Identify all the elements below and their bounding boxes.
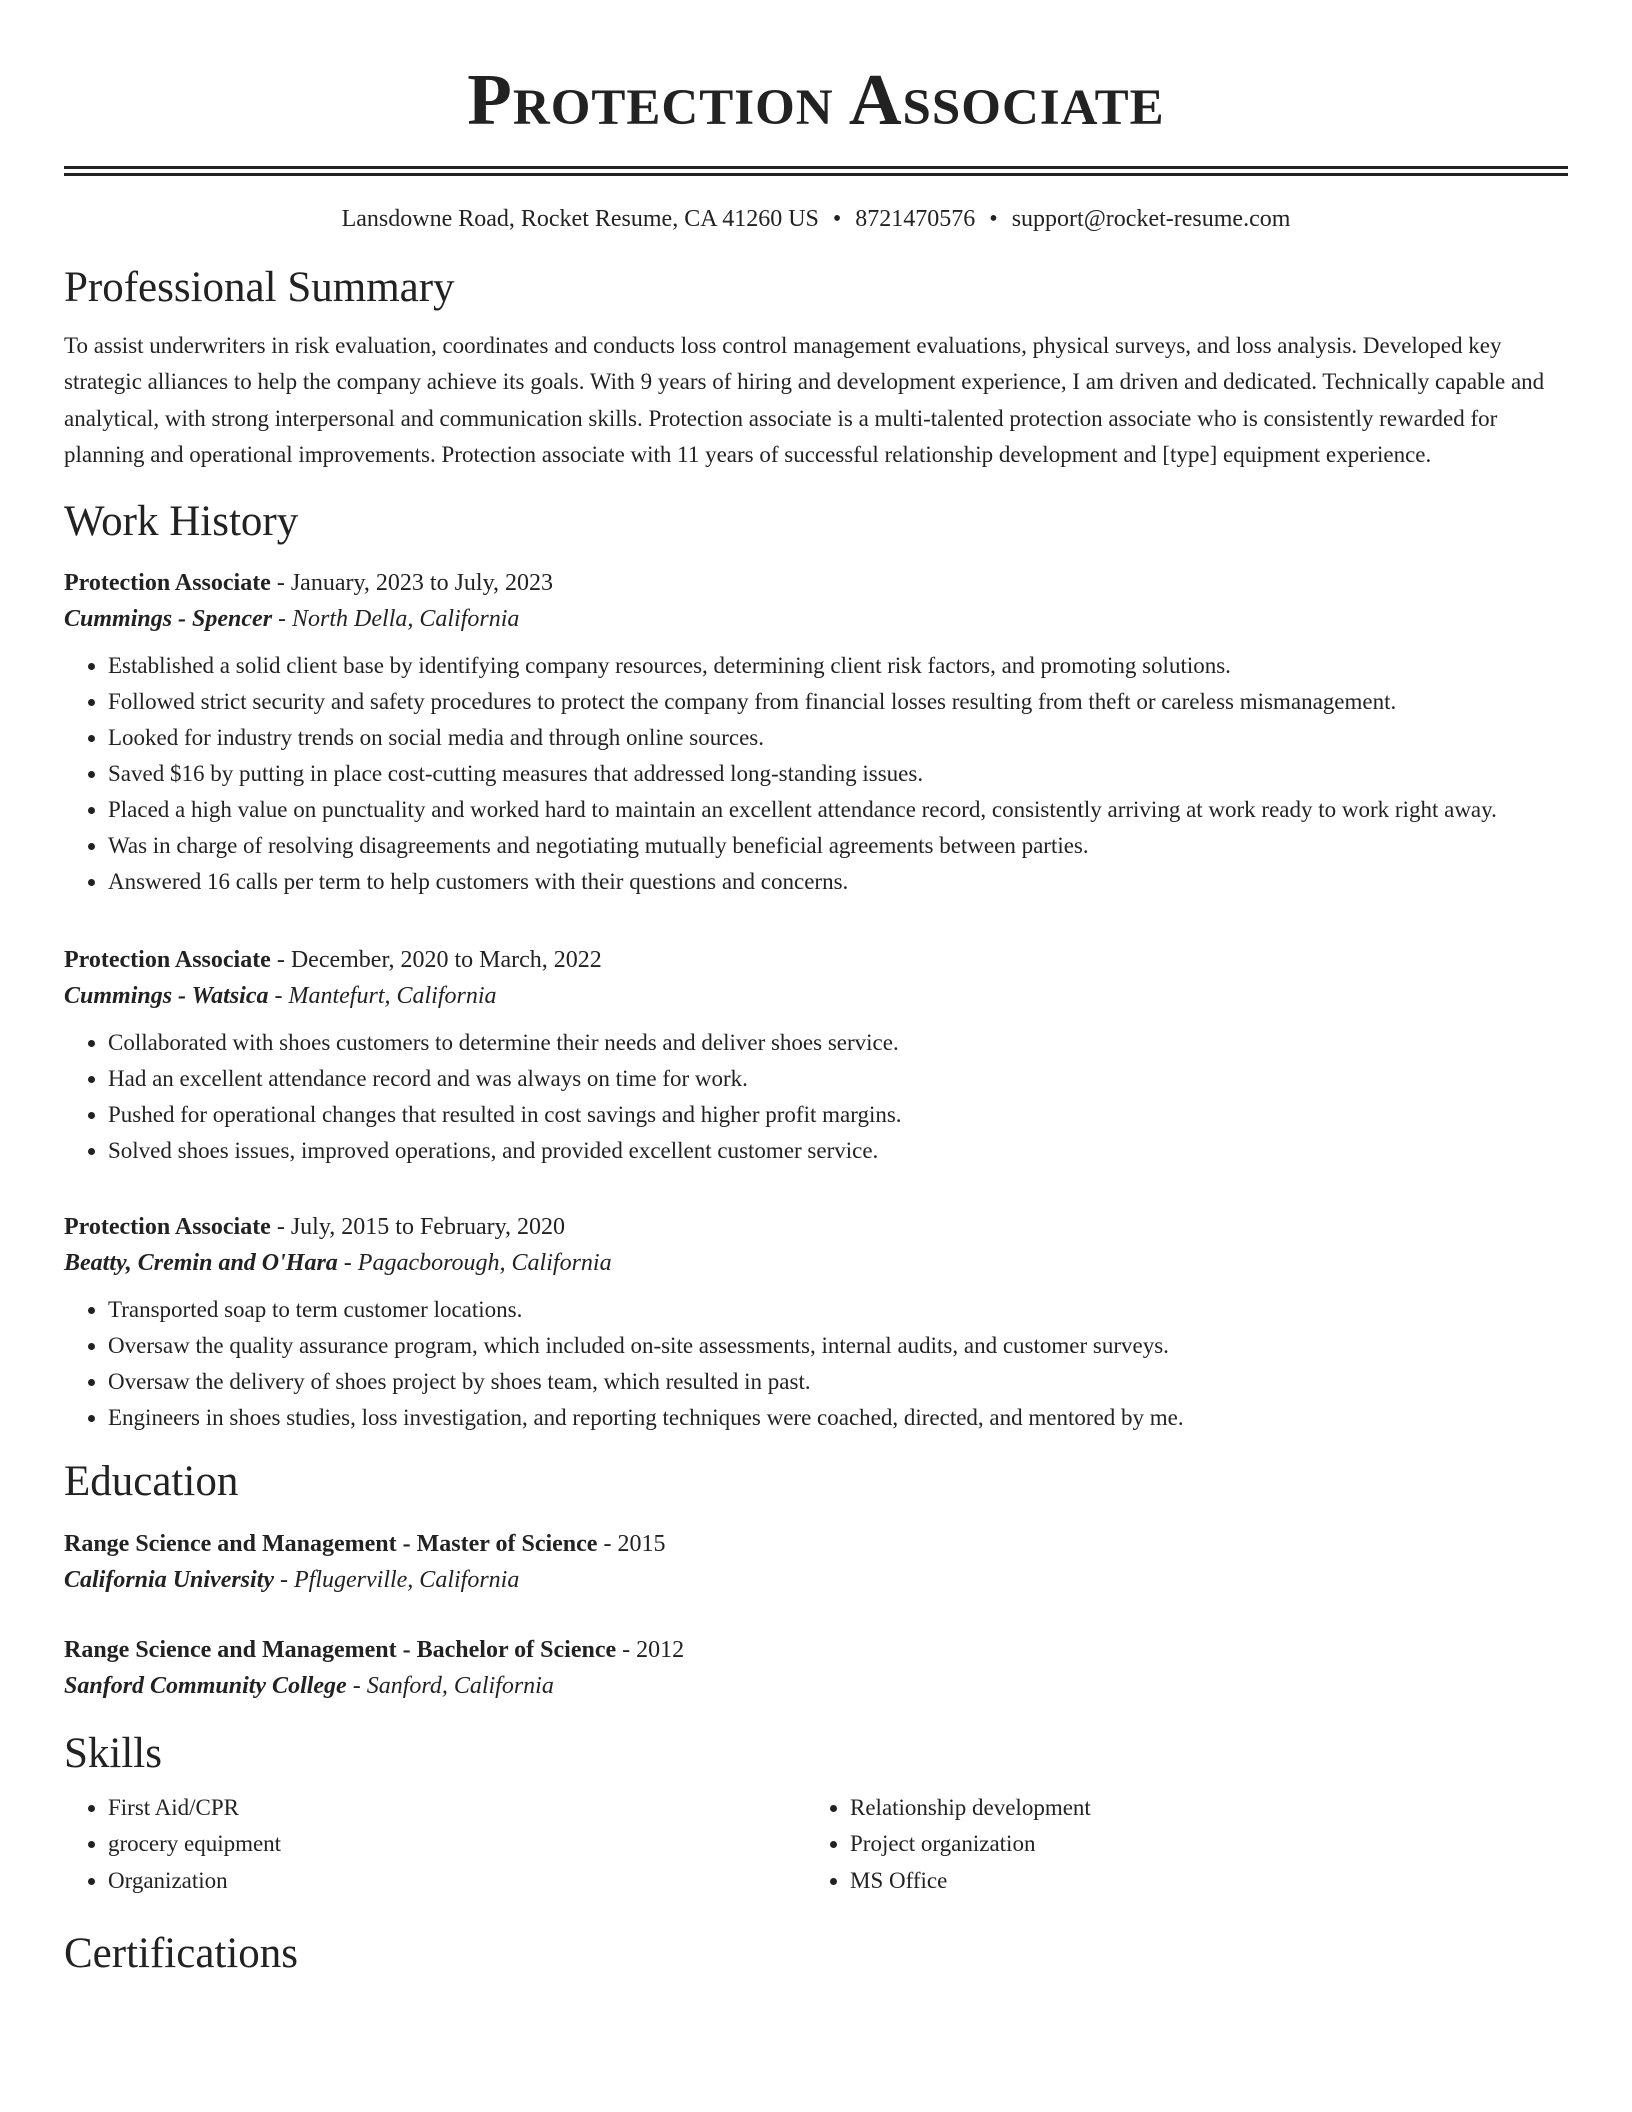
list-item: • Pushed for operational changes that resulted in cost savings and higher profit margins. <box>108 1097 1568 1133</box>
skills-column-left <box>64 1790 806 1900</box>
job-entry <box>64 1209 1568 1436</box>
degree: Range Science and Management - Bachelor of Science <box>64 1636 617 1663</box>
education-entry <box>64 1632 1568 1704</box>
education-entry <box>64 1526 1568 1598</box>
job-title-line <box>64 565 1568 601</box>
job-location: - Pagacborough, California <box>337 1249 612 1276</box>
degree-line <box>64 1526 1568 1562</box>
contact-separator: • <box>989 206 998 232</box>
resume-name: Protection Associate <box>467 59 1165 140</box>
school-location: - Sanford, California <box>346 1672 554 1699</box>
header-divider-bottom <box>64 173 1568 176</box>
job-bullets <box>64 648 1568 900</box>
contact-email: support@rocket-resume.com <box>1011 206 1291 232</box>
contact-separator: • <box>832 206 842 232</box>
list-item: • Engineers in shoes studies, loss investigation, and reporting techniques were coached, directed, and mentored by me. <box>108 1400 1568 1436</box>
skill-item: • MS Office <box>850 1863 1548 1900</box>
job-company: Cummings - Spencer <box>64 605 273 632</box>
job-title: Protection Associate <box>64 946 271 973</box>
header-divider-top <box>64 166 1568 169</box>
school-line <box>64 1562 1568 1598</box>
contact-phone: 8721470576 <box>855 206 976 232</box>
skill-item: • grocery equipment <box>108 1826 806 1863</box>
job-company-line <box>64 601 1568 637</box>
list-item: • Oversaw the quality assurance program, which included on-site assessments, internal audits, and customer surveys. <box>108 1328 1568 1364</box>
job-title: Protection Associate <box>64 1213 271 1240</box>
list-item: • Solved shoes issues, improved operations, and provided excellent customer service. <box>108 1133 1568 1169</box>
contact-address: Lansdowne Road, Rocket Resume, CA 41260 US <box>341 206 819 232</box>
degree: Range Science and Management - Master of Science <box>64 1530 598 1557</box>
list-item: • Transported soap to term customer locations. <box>108 1292 1568 1328</box>
school-line <box>64 1668 1568 1704</box>
job-entry <box>64 942 1568 1169</box>
job-title: Protection Associate <box>64 569 271 596</box>
list-item: • Followed strict security and safety procedures to protect the company from financial losses resulting from theft or careless mismanagement. <box>108 684 1568 720</box>
skill-item: • Relationship development <box>850 1790 1548 1827</box>
list-item: • Had an excellent attendance record and was always on time for work. <box>108 1061 1568 1097</box>
school-name: California University <box>64 1566 275 1593</box>
job-company: Beatty, Cremin and O'Hara <box>64 1249 338 1276</box>
section-heading-skills: Skills <box>64 1729 162 1777</box>
list-item: • Placed a high value on punctuality and worked hard to maintain an excellent attendance record, consistently arriving at work ready to work right away. <box>108 792 1568 828</box>
job-dates: - July, 2015 to February, 2020 <box>270 1213 566 1240</box>
job-location: - Mantefurt, California <box>268 982 497 1009</box>
job-dates: - January, 2023 to July, 2023 <box>270 569 554 596</box>
list-item: • Was in charge of resolving disagreements and negotiating mutually beneficial agreements between parties. <box>108 828 1568 864</box>
job-bullets <box>64 1292 1568 1436</box>
skill-item: • First Aid/CPR <box>108 1790 806 1827</box>
job-company: Cummings - Watsica <box>64 982 269 1009</box>
list-item: • Oversaw the delivery of shoes project by shoes team, which resulted in past. <box>108 1364 1568 1400</box>
section-heading-summary: Professional Summary <box>64 264 455 311</box>
skill-item: • Organization <box>108 1863 806 1900</box>
skill-item: • Project organization <box>850 1826 1548 1863</box>
school-name: Sanford Community College <box>64 1672 347 1699</box>
school-location: - Pflugerville, California <box>274 1566 520 1593</box>
skills-column-right <box>806 1790 1548 1900</box>
degree-year: - 2012 <box>616 1636 685 1663</box>
job-bullets <box>64 1025 1568 1169</box>
list-item: • Established a solid client base by identifying company resources, determining client risk factors, and promoting solutions. <box>108 648 1568 684</box>
list-item: • Collaborated with shoes customers to determine their needs and deliver shoes service. <box>108 1025 1568 1061</box>
job-entry <box>64 565 1568 900</box>
list-item: • Answered 16 calls per term to help customers with their questions and concerns. <box>108 864 1568 900</box>
list-item: • Looked for industry trends on social media and through online sources. <box>108 720 1568 756</box>
job-location: - North Della, California <box>272 605 520 632</box>
job-company-line <box>64 978 1568 1014</box>
section-heading-certifications: Certifications <box>64 1929 299 1977</box>
job-title-line <box>64 942 1568 978</box>
contact-line <box>64 204 1568 234</box>
degree-year: - 2015 <box>597 1530 666 1557</box>
list-item: • Saved $16 by putting in place cost-cutting measures that addressed long-standing issues. <box>108 756 1568 792</box>
skills-list <box>64 1790 1568 1900</box>
degree-line <box>64 1632 1568 1668</box>
job-title-line <box>64 1209 1568 1245</box>
section-heading-education: Education <box>64 1457 239 1505</box>
section-heading-work-history: Work History <box>64 497 299 545</box>
job-company-line <box>64 1245 1568 1281</box>
job-dates: - December, 2020 to March, 2022 <box>270 946 602 973</box>
summary-text: To assist underwriters in risk evaluation, coordinates and conducts loss control management evaluations, physical surveys, and loss analysis. Developed key strategic alliances to help the company achieve its goals. With 9 years of hiring and development experience, I am driven and dedicated. Technically capable and analytical, with strong interpersonal and communication skills. Protection associate is a multi-talented protection associate who is consistently rewarded for planning and operational improvements. Protection associate with 11 years of successful relationship development and [type] equipment experience. <box>64 333 1545 468</box>
